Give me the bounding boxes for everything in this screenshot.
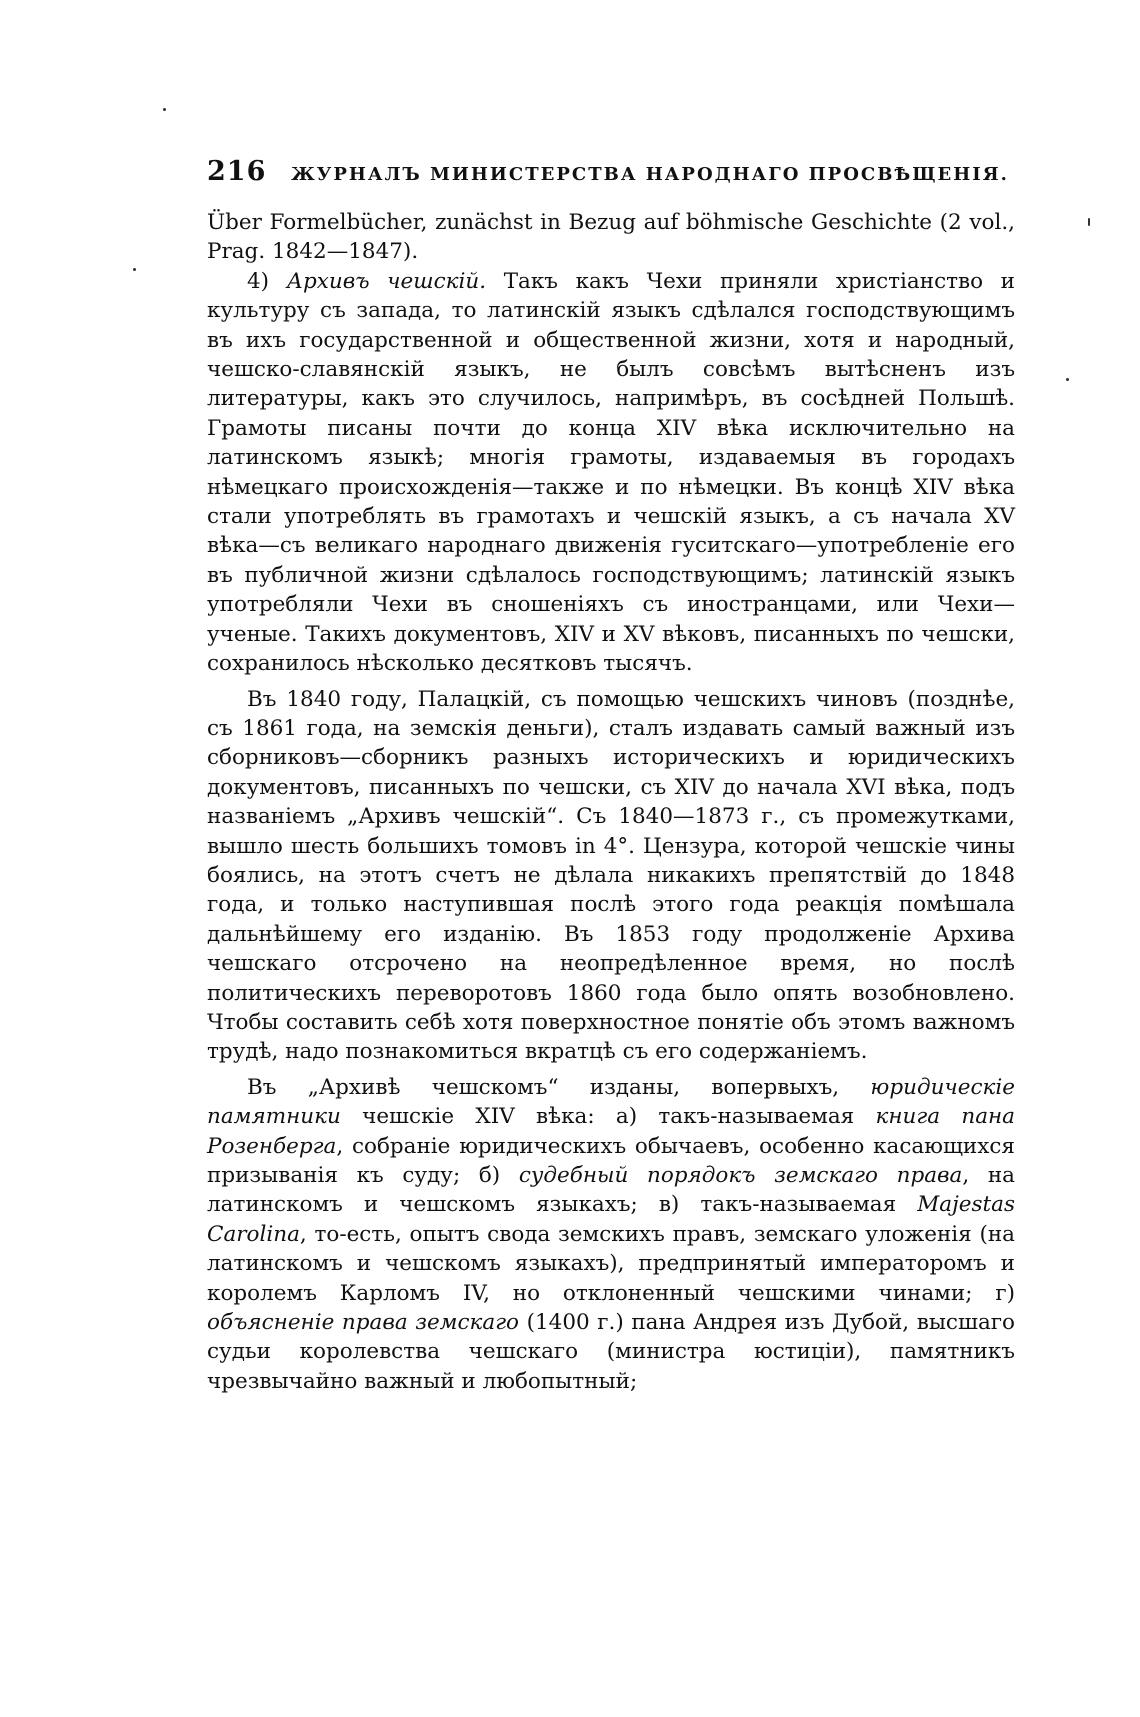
italic-term: Majestas Carolina bbox=[207, 1192, 1015, 1247]
paragraph-text: чешскіе XIV вѣка: а) такъ-называемая bbox=[340, 1104, 876, 1130]
body-text bbox=[207, 208, 1015, 1396]
paragraph-archive-intro bbox=[207, 267, 1015, 679]
scan-speck bbox=[1088, 218, 1090, 226]
paragraph-text: , собраніе юридическихъ обычаевъ, особенно касающихся призыванія къ суду; б) bbox=[207, 1133, 1015, 1188]
paragraph-text: Въ 1840 году, Палацкій, съ помощью чешскихъ чиновъ (позднѣе, съ 1861 года, на земскія деньги), сталъ издавать самый важный изъ сборниковъ—сборникъ разныхъ историческихъ и юридическихъ документовъ, писанныхъ по чешски, съ XIV до начала XVI вѣка, подъ названіемъ „Архивъ чешскій“. Съ 1840—1873 г., съ промежутками, вышло шесть большихъ томовъ in 4°. Цензура, которой чешскіе чины боялись, на этотъ счетъ не дѣлала никакихъ препятствій до 1848 года, и только наступившая послѣ этого года реакція помѣшала дальнѣйшему его изданію. Въ 1853 году продолженіе Архива чешскаго отсрочено на неопредѣленное время, но послѣ политическихъ переворотовъ 1860 года было опять возобновлено. Чтобы составить себѣ хотя поверхностное понятіе объ этомъ важномъ трудѣ, надо познакомиться вкратцѣ съ его содержаніемъ. bbox=[207, 686, 1015, 1065]
section-number: 4) bbox=[247, 268, 287, 294]
paragraph-palacky bbox=[207, 685, 1015, 1067]
section-heading: Архивъ чешскій. bbox=[286, 268, 487, 294]
italic-term: объясненіе права земскаго bbox=[207, 1310, 520, 1336]
paragraph-text: , то-есть, опытъ свода земскихъ правъ, земскаго уложенія (на латинскомъ и чешскомъ языкахъ), предпринятый императоромъ и королемъ Карломъ IV, но отклоненный чешскими чинами; г) bbox=[207, 1221, 1015, 1306]
italic-term: юридическіе памятники bbox=[207, 1074, 1015, 1130]
scan-speck bbox=[163, 108, 166, 111]
paragraph-text: (1400 г.) пана Андрея изъ Дубой, высшаго судьи королевства чешскаго (министра юстиціи), памятникъ чрезвычайно важный и любопытный; bbox=[207, 1310, 1015, 1394]
scan-speck bbox=[1066, 378, 1069, 381]
italic-term: судебный порядокъ земскаго права bbox=[518, 1163, 963, 1188]
paragraph-citation bbox=[207, 208, 1015, 267]
paragraph-contents bbox=[207, 1073, 1015, 1396]
paragraph-text: Такъ какъ Чехи приняли христіанство и культуру съ запада, то латинскій языкъ сдѣлался господствующимъ въ ихъ государственной и общественной жизни, хотя и народный, чешско-славянскій языкъ, не былъ совсѣмъ вытѣсненъ изъ литературы, какъ это случилось, напримѣръ, въ сосѣдней Польшѣ. Грамоты писаны почти до конца XIV вѣка исключительно на латинскомъ языкѣ; многія грамоты, издаваемыя въ городахъ нѣмецкаго происхожденія—также и по нѣмецки. Въ концѣ XIV вѣка стали употреблять въ грамотахъ и чешскій языкъ, а съ начала XV вѣка—съ великаго народнаго движенія гуситскаго—употребленіе его въ публичной жизни сдѣлалось господствующимъ; латинскій языкъ употребляли Чехи въ сношеніяхъ съ иностранцами, или Чехи—ученые. Такихъ документовъ, XIV и XV вѣковъ, писанныхъ по чешски, сохранилось нѣсколько десятковъ тысячъ. bbox=[207, 268, 1015, 677]
italic-term: книга пана Розенберга bbox=[207, 1104, 1015, 1159]
page-number: 216 bbox=[207, 156, 267, 187]
running-head: ЖУРНАЛЪ МИНИСТЕРСТВА НАРОДНАГО ПРОСВѢЩЕНІЯ. bbox=[291, 164, 1009, 185]
scan-speck bbox=[133, 268, 136, 271]
page-header bbox=[207, 156, 1015, 196]
paragraph-text: , на латинскомъ и чешскомъ языкахъ; в) такъ-называемая bbox=[207, 1163, 1015, 1218]
book-page bbox=[207, 156, 1015, 1396]
paragraph-text: Въ „Архивѣ чешскомъ“ изданы, вопервыхъ, bbox=[247, 1074, 871, 1100]
citation-text: Über Formelbücher, zunächst in Bezug auf böhmische Geschichte (2 vol., Prag. 1842—1847). bbox=[207, 210, 1015, 265]
